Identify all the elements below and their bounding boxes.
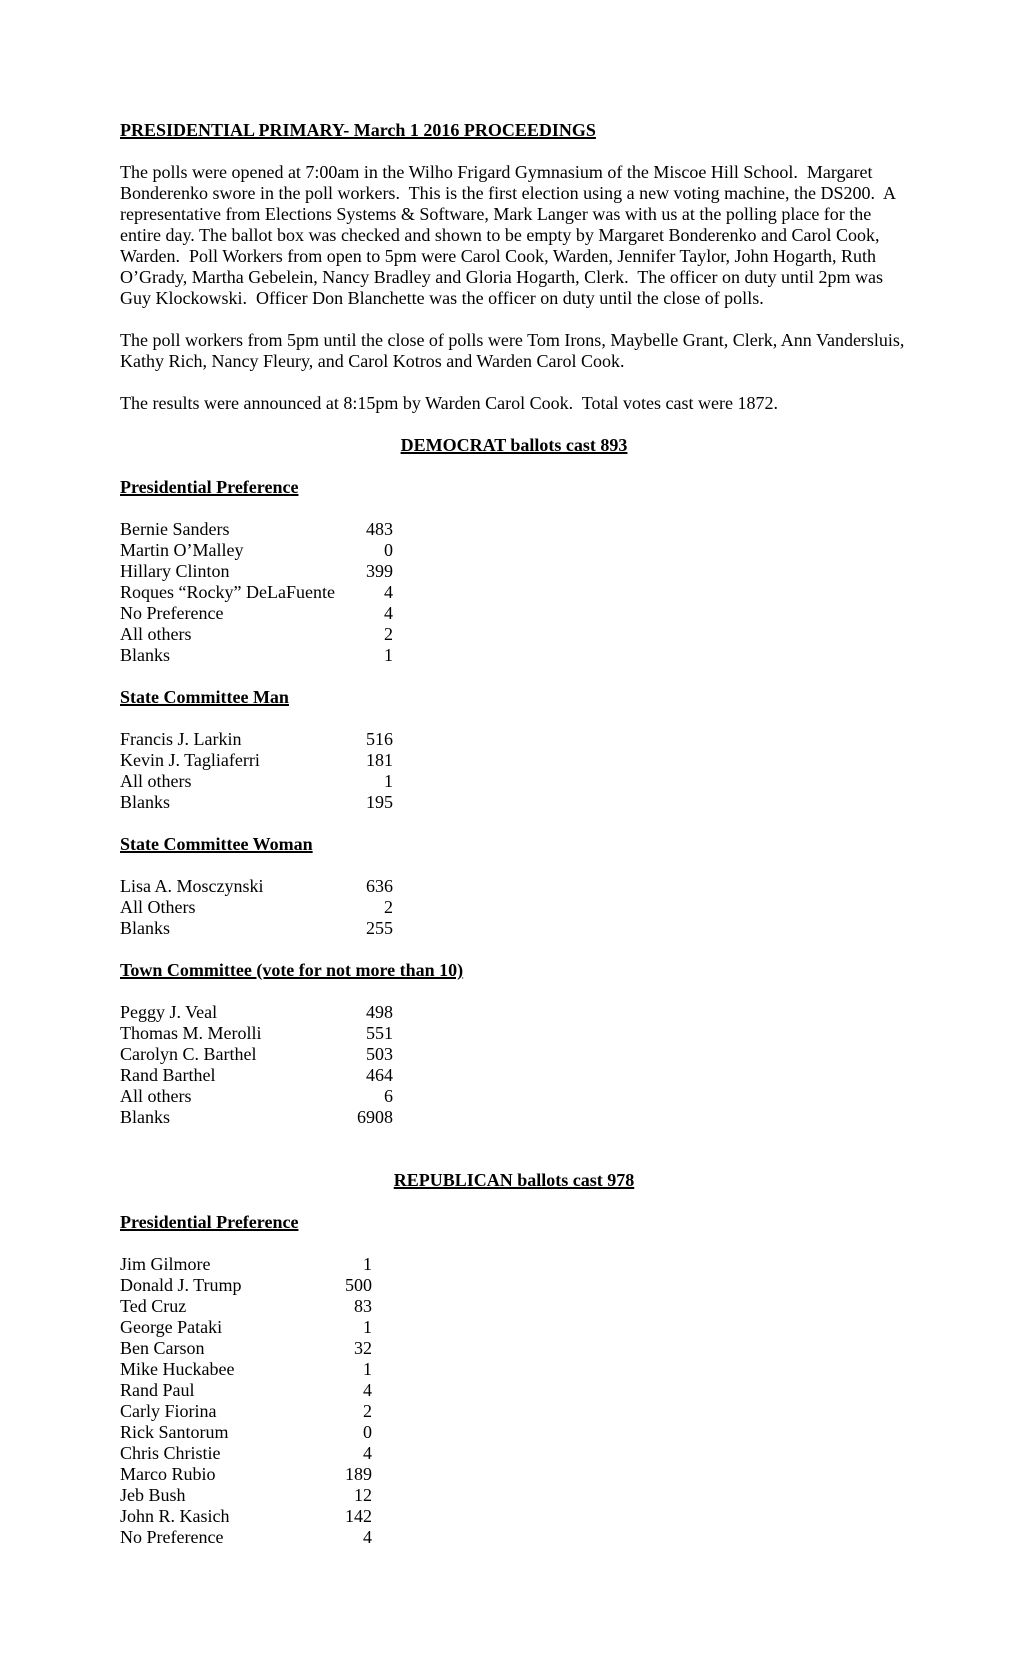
vote-count: 142 xyxy=(345,1506,372,1526)
vote-count: 189 xyxy=(345,1464,372,1484)
vote-count: 181 xyxy=(366,750,393,770)
vote-count: 551 xyxy=(366,1023,393,1043)
vote-count: 1 xyxy=(363,1359,372,1379)
result-row xyxy=(120,1023,393,1044)
result-row xyxy=(120,729,393,750)
candidate-name: All Others xyxy=(120,897,196,917)
candidate-name: Mike Huckabee xyxy=(120,1359,235,1379)
candidate-name: Thomas M. Merolli xyxy=(120,1023,262,1043)
paragraph-results-announced: The results were announced at 8:15pm by Warden Carol Cook. Total votes cast were 1872. xyxy=(120,393,778,413)
candidate-name: Hillary Clinton xyxy=(120,561,230,581)
result-row xyxy=(120,1065,393,1086)
result-row xyxy=(120,1275,372,1296)
result-row xyxy=(120,1338,372,1359)
candidate-name: Chris Christie xyxy=(120,1443,221,1463)
vote-count: 1 xyxy=(384,645,393,665)
result-row xyxy=(120,582,393,603)
result-row xyxy=(120,771,393,792)
vote-count: 2 xyxy=(384,624,393,644)
vote-table xyxy=(120,729,393,813)
candidate-name: Jeb Bush xyxy=(120,1485,186,1505)
vote-count: 4 xyxy=(384,603,393,623)
vote-count: 636 xyxy=(366,876,393,896)
paragraph-poll-opening: The polls were opened at 7:00am in the Wilho Frigard Gymnasium of the Miscoe Hill School. Margaret Bonderenko swore in the poll workers. This is the first election using a new voting machine, the DS200. A representative from Elections Systems & Software, Mark Langer was with us at the polling place for the entire day. The ballot box was checked and shown to be empty by Margaret Bonderenko and Carol Cook, Warden. Poll Workers from open to 5pm were Carol Cook, Warden, Jennifer Taylor, John Hogarth, Ruth O’Grady, Martha Gebelein, Nancy Bradley and Gloria Hogarth, Clerk. The officer on duty until 2pm was Guy Klockowski. Officer Don Blanchette was the officer on duty until the close of polls. xyxy=(120,162,900,308)
vote-count: 464 xyxy=(366,1065,393,1085)
vote-table xyxy=(120,876,393,939)
vote-count: 1 xyxy=(384,771,393,791)
vote-count: 0 xyxy=(384,540,393,560)
candidate-name: No Preference xyxy=(120,603,224,623)
candidate-name: All others xyxy=(120,771,192,791)
vote-count: 503 xyxy=(366,1044,393,1064)
vote-count: 12 xyxy=(354,1485,372,1505)
result-row xyxy=(120,1485,372,1506)
result-row xyxy=(120,1380,372,1401)
result-row xyxy=(120,750,393,771)
result-row xyxy=(120,876,393,897)
result-row xyxy=(120,561,393,582)
race-heading: State Committee Man xyxy=(120,687,289,707)
candidate-name: Rand Barthel xyxy=(120,1065,216,1085)
race-heading: Presidential Preference xyxy=(120,477,299,497)
result-row xyxy=(120,792,393,813)
candidate-name: Blanks xyxy=(120,1107,171,1127)
result-row xyxy=(120,624,393,645)
result-row xyxy=(120,1443,372,1464)
candidate-name: John R. Kasich xyxy=(120,1506,230,1526)
vote-count: 4 xyxy=(363,1443,372,1463)
party-heading: REPUBLICAN ballots cast 978 xyxy=(393,1170,635,1190)
candidate-name: All others xyxy=(120,624,192,644)
candidate-name: Carly Fiorina xyxy=(120,1401,217,1421)
results-sections xyxy=(120,435,908,1548)
candidate-name: Rand Paul xyxy=(120,1380,195,1400)
result-row xyxy=(120,918,393,939)
vote-table xyxy=(120,1002,393,1128)
vote-count: 2 xyxy=(384,897,393,917)
result-row xyxy=(120,603,393,624)
candidate-name: Rick Santorum xyxy=(120,1422,229,1442)
vote-count: 195 xyxy=(366,792,393,812)
candidate-name: No Preference xyxy=(120,1527,224,1547)
candidate-name: Blanks xyxy=(120,918,171,938)
vote-count: 399 xyxy=(366,561,393,581)
candidate-name: Roques “Rocky” DeLaFuente xyxy=(120,582,335,602)
paragraph-evening-workers: The poll workers from 5pm until the close of polls were Tom Irons, Maybelle Grant, Clerk, Ann Vandersluis, Kathy Rich, Nancy Fleury, and Carol Kotros and Warden Carol Cook. xyxy=(120,330,909,371)
result-row xyxy=(120,1107,393,1128)
vote-table xyxy=(120,1254,372,1548)
vote-count: 2 xyxy=(363,1401,372,1421)
race-heading: Town Committee (vote for not more than 10) xyxy=(120,960,464,980)
result-row xyxy=(120,1044,393,1065)
candidate-name: Carolyn C. Barthel xyxy=(120,1044,257,1064)
result-row xyxy=(120,1296,372,1317)
result-row xyxy=(120,1464,372,1485)
candidate-name: All others xyxy=(120,1086,192,1106)
vote-count: 516 xyxy=(366,729,393,749)
candidate-name: Jim Gilmore xyxy=(120,1254,211,1274)
candidate-name: Donald J. Trump xyxy=(120,1275,242,1295)
result-row xyxy=(120,1422,372,1443)
result-row xyxy=(120,645,393,666)
candidate-name: Martin O’Malley xyxy=(120,540,244,560)
result-row xyxy=(120,1401,372,1422)
party-heading: DEMOCRAT ballots cast 893 xyxy=(400,435,628,455)
document-title: PRESIDENTIAL PRIMARY- March 1 2016 PROCEEDINGS xyxy=(120,120,596,140)
result-row xyxy=(120,1359,372,1380)
vote-count: 500 xyxy=(345,1275,372,1295)
result-row xyxy=(120,1317,372,1338)
candidate-name: Blanks xyxy=(120,792,171,812)
vote-count: 1 xyxy=(363,1317,372,1337)
result-row xyxy=(120,1254,372,1275)
result-row xyxy=(120,519,393,540)
vote-count: 483 xyxy=(366,519,393,539)
result-row xyxy=(120,1506,372,1527)
vote-count: 0 xyxy=(363,1422,372,1442)
candidate-name: Marco Rubio xyxy=(120,1464,216,1484)
result-row xyxy=(120,1527,372,1548)
vote-table xyxy=(120,519,393,666)
candidate-name: Bernie Sanders xyxy=(120,519,230,539)
vote-count: 498 xyxy=(366,1002,393,1022)
candidate-name: Kevin J. Tagliaferri xyxy=(120,750,260,770)
vote-count: 255 xyxy=(366,918,393,938)
candidate-name: Ben Carson xyxy=(120,1338,205,1358)
candidate-name: Ted Cruz xyxy=(120,1296,187,1316)
candidate-name: Lisa A. Mosczynski xyxy=(120,876,264,896)
candidate-name: Blanks xyxy=(120,645,171,665)
candidate-name: Francis J. Larkin xyxy=(120,729,242,749)
vote-count: 1 xyxy=(363,1254,372,1274)
result-row xyxy=(120,1002,393,1023)
result-row xyxy=(120,1086,393,1107)
result-row xyxy=(120,540,393,561)
vote-count: 4 xyxy=(384,582,393,602)
vote-count: 6908 xyxy=(357,1107,393,1127)
result-row xyxy=(120,897,393,918)
vote-count: 4 xyxy=(363,1380,372,1400)
vote-count: 6 xyxy=(384,1086,393,1106)
race-heading: Presidential Preference xyxy=(120,1212,299,1232)
candidate-name: Peggy J. Veal xyxy=(120,1002,218,1022)
vote-count: 32 xyxy=(354,1338,372,1358)
vote-count: 4 xyxy=(363,1527,372,1547)
vote-count: 83 xyxy=(354,1296,372,1316)
candidate-name: George Pataki xyxy=(120,1317,223,1337)
race-heading: State Committee Woman xyxy=(120,834,313,854)
